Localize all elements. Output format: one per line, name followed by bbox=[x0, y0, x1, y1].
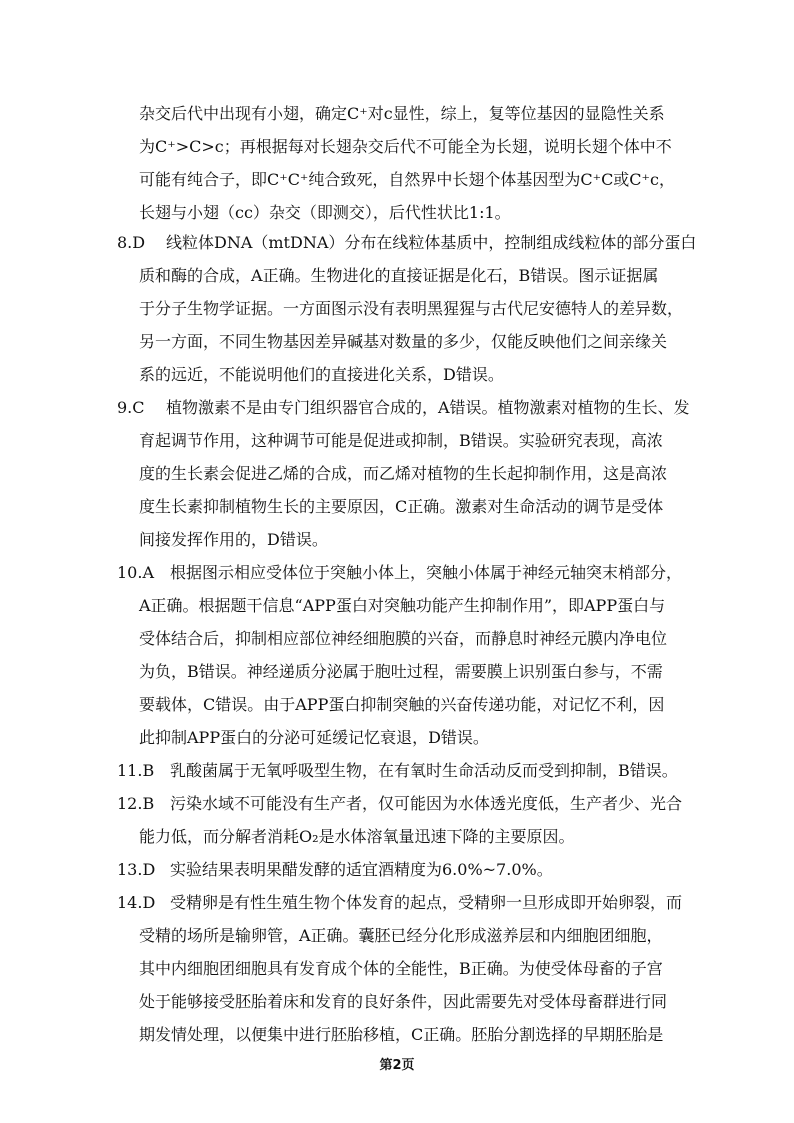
answer-number: 8.D bbox=[117, 233, 146, 252]
text-line: 受精卵是有性生殖生物个体发育的起点，受精卵一旦形成即开始卵裂，而 bbox=[170, 893, 683, 912]
text-line: 期发情处理，以便集中进行胚胎移植，C正确。胚胎分割选择的早期胚胎是 bbox=[139, 1025, 664, 1044]
answer-number: 13.D bbox=[117, 860, 156, 879]
text-line: 线粒体DNA（mtDNA）分布在线粒体基质中，控制组成线粒体的部分蛋白 bbox=[166, 233, 697, 252]
text-line: 度的生长素会促进乙烯的合成，而乙烯对植物的生长起抑制作用，这是高浓 bbox=[139, 464, 668, 483]
text-line: 污染水域不可能没有生产者，仅可能因为水体透光度低，生产者少、光合 bbox=[170, 794, 683, 813]
text-line: 度生长素抑制植物生长的主要原因，C正确。激素对生命活动的调节是受体 bbox=[139, 497, 664, 516]
answer-number: 12.B bbox=[117, 794, 155, 813]
text-line: 另一方面，不同生物基因差异碱基对数量的多少，仅能反映他们之间亲缘关 bbox=[139, 332, 668, 351]
answer-number: 10.A bbox=[117, 563, 154, 582]
text-line: 为负，B错误。神经递质分泌属于胞吐过程，需要膜上识别蛋白参与，不需 bbox=[139, 662, 663, 681]
text-line: 受精的场所是输卵管，A正确。囊胚已经分化形成滋养层和内细胞团细胞， bbox=[139, 926, 663, 945]
text-line: 为C⁺>C>c；再根据每对长翅杂交后代不可能全为长翅，说明长翅个体中不 bbox=[139, 137, 672, 156]
text-line: 根据图示相应受体位于突触小体上，突触小体属于神经元轴突末梢部分， bbox=[170, 563, 683, 582]
text-line: 长翅与小翅（cc）杂交（即测交），后代性状比1:1。 bbox=[139, 203, 511, 222]
text-line: 此抑制APP蛋白的分泌可延缓记忆衰退，D错误。 bbox=[139, 728, 489, 747]
text-line: 要载体，C错误。由于APP蛋白抑制突触的兴奋传递功能，对记忆不利，因 bbox=[139, 695, 665, 714]
text-line: 于分子生物学证据。一方面图示没有表明黑猩猩与古代尼安德特人的差异数， bbox=[139, 299, 684, 318]
text-line: 能力低，而分解者消耗O₂是水体溶氧量迅速下降的主要原因。 bbox=[139, 827, 575, 846]
text-line: 质和酶的合成，A正确。生物进化的直接证据是化石，B错误。图示证据属 bbox=[139, 266, 659, 285]
text-line: 受体结合后，抑制相应部位神经细胞膜的兴奋，而静息时神经元膜内净电位 bbox=[139, 629, 668, 648]
text-line: 杂交后代中出现有小翅，确定C⁺对c显性，综上，复等位基因的显隐性关系 bbox=[139, 104, 665, 123]
text-line: 植物激素不是由专门组织器官合成的，A错误。植物激素对植物的生长、发 bbox=[166, 398, 690, 417]
text-line: 乳酸菌属于无氧呼吸型生物，在有氧时生命活动反而受到抑制，B错误。 bbox=[170, 761, 678, 780]
answer-number: 9.C bbox=[117, 398, 145, 417]
text-line: A正确。根据题干信息“APP蛋白对突触功能产生抑制作用”，即APP蛋白与 bbox=[139, 596, 666, 615]
text-line: 育起调节作用，这种调节可能是促进或抑制，B错误。实验研究表现，高浓 bbox=[139, 431, 663, 450]
answer-number: 11.B bbox=[117, 761, 155, 780]
answer-number: 14.D bbox=[117, 893, 156, 912]
text-line: 其中内细胞团细胞具有发育成个体的全能性，B正确。为使受体母畜的子宫 bbox=[139, 959, 663, 978]
text-line: 可能有纯合子，即C⁺C⁺纯合致死，自然界中长翅个体基因型为C⁺C或C⁺c， bbox=[139, 170, 675, 189]
text-line: 处于能够接受胚胎着床和发育的良好条件，因此需要先对受体母畜群进行同 bbox=[139, 992, 668, 1011]
text-line: 间接发挥作用的，D错误。 bbox=[139, 530, 328, 549]
text-line: 系的远近，不能说明他们的直接进化关系，D错误。 bbox=[139, 365, 504, 384]
page-number: 第2页 bbox=[379, 1058, 415, 1073]
text-line: 实验结果表明果醋发酵的适宜酒精度为6.0%~7.0%。 bbox=[170, 860, 553, 879]
